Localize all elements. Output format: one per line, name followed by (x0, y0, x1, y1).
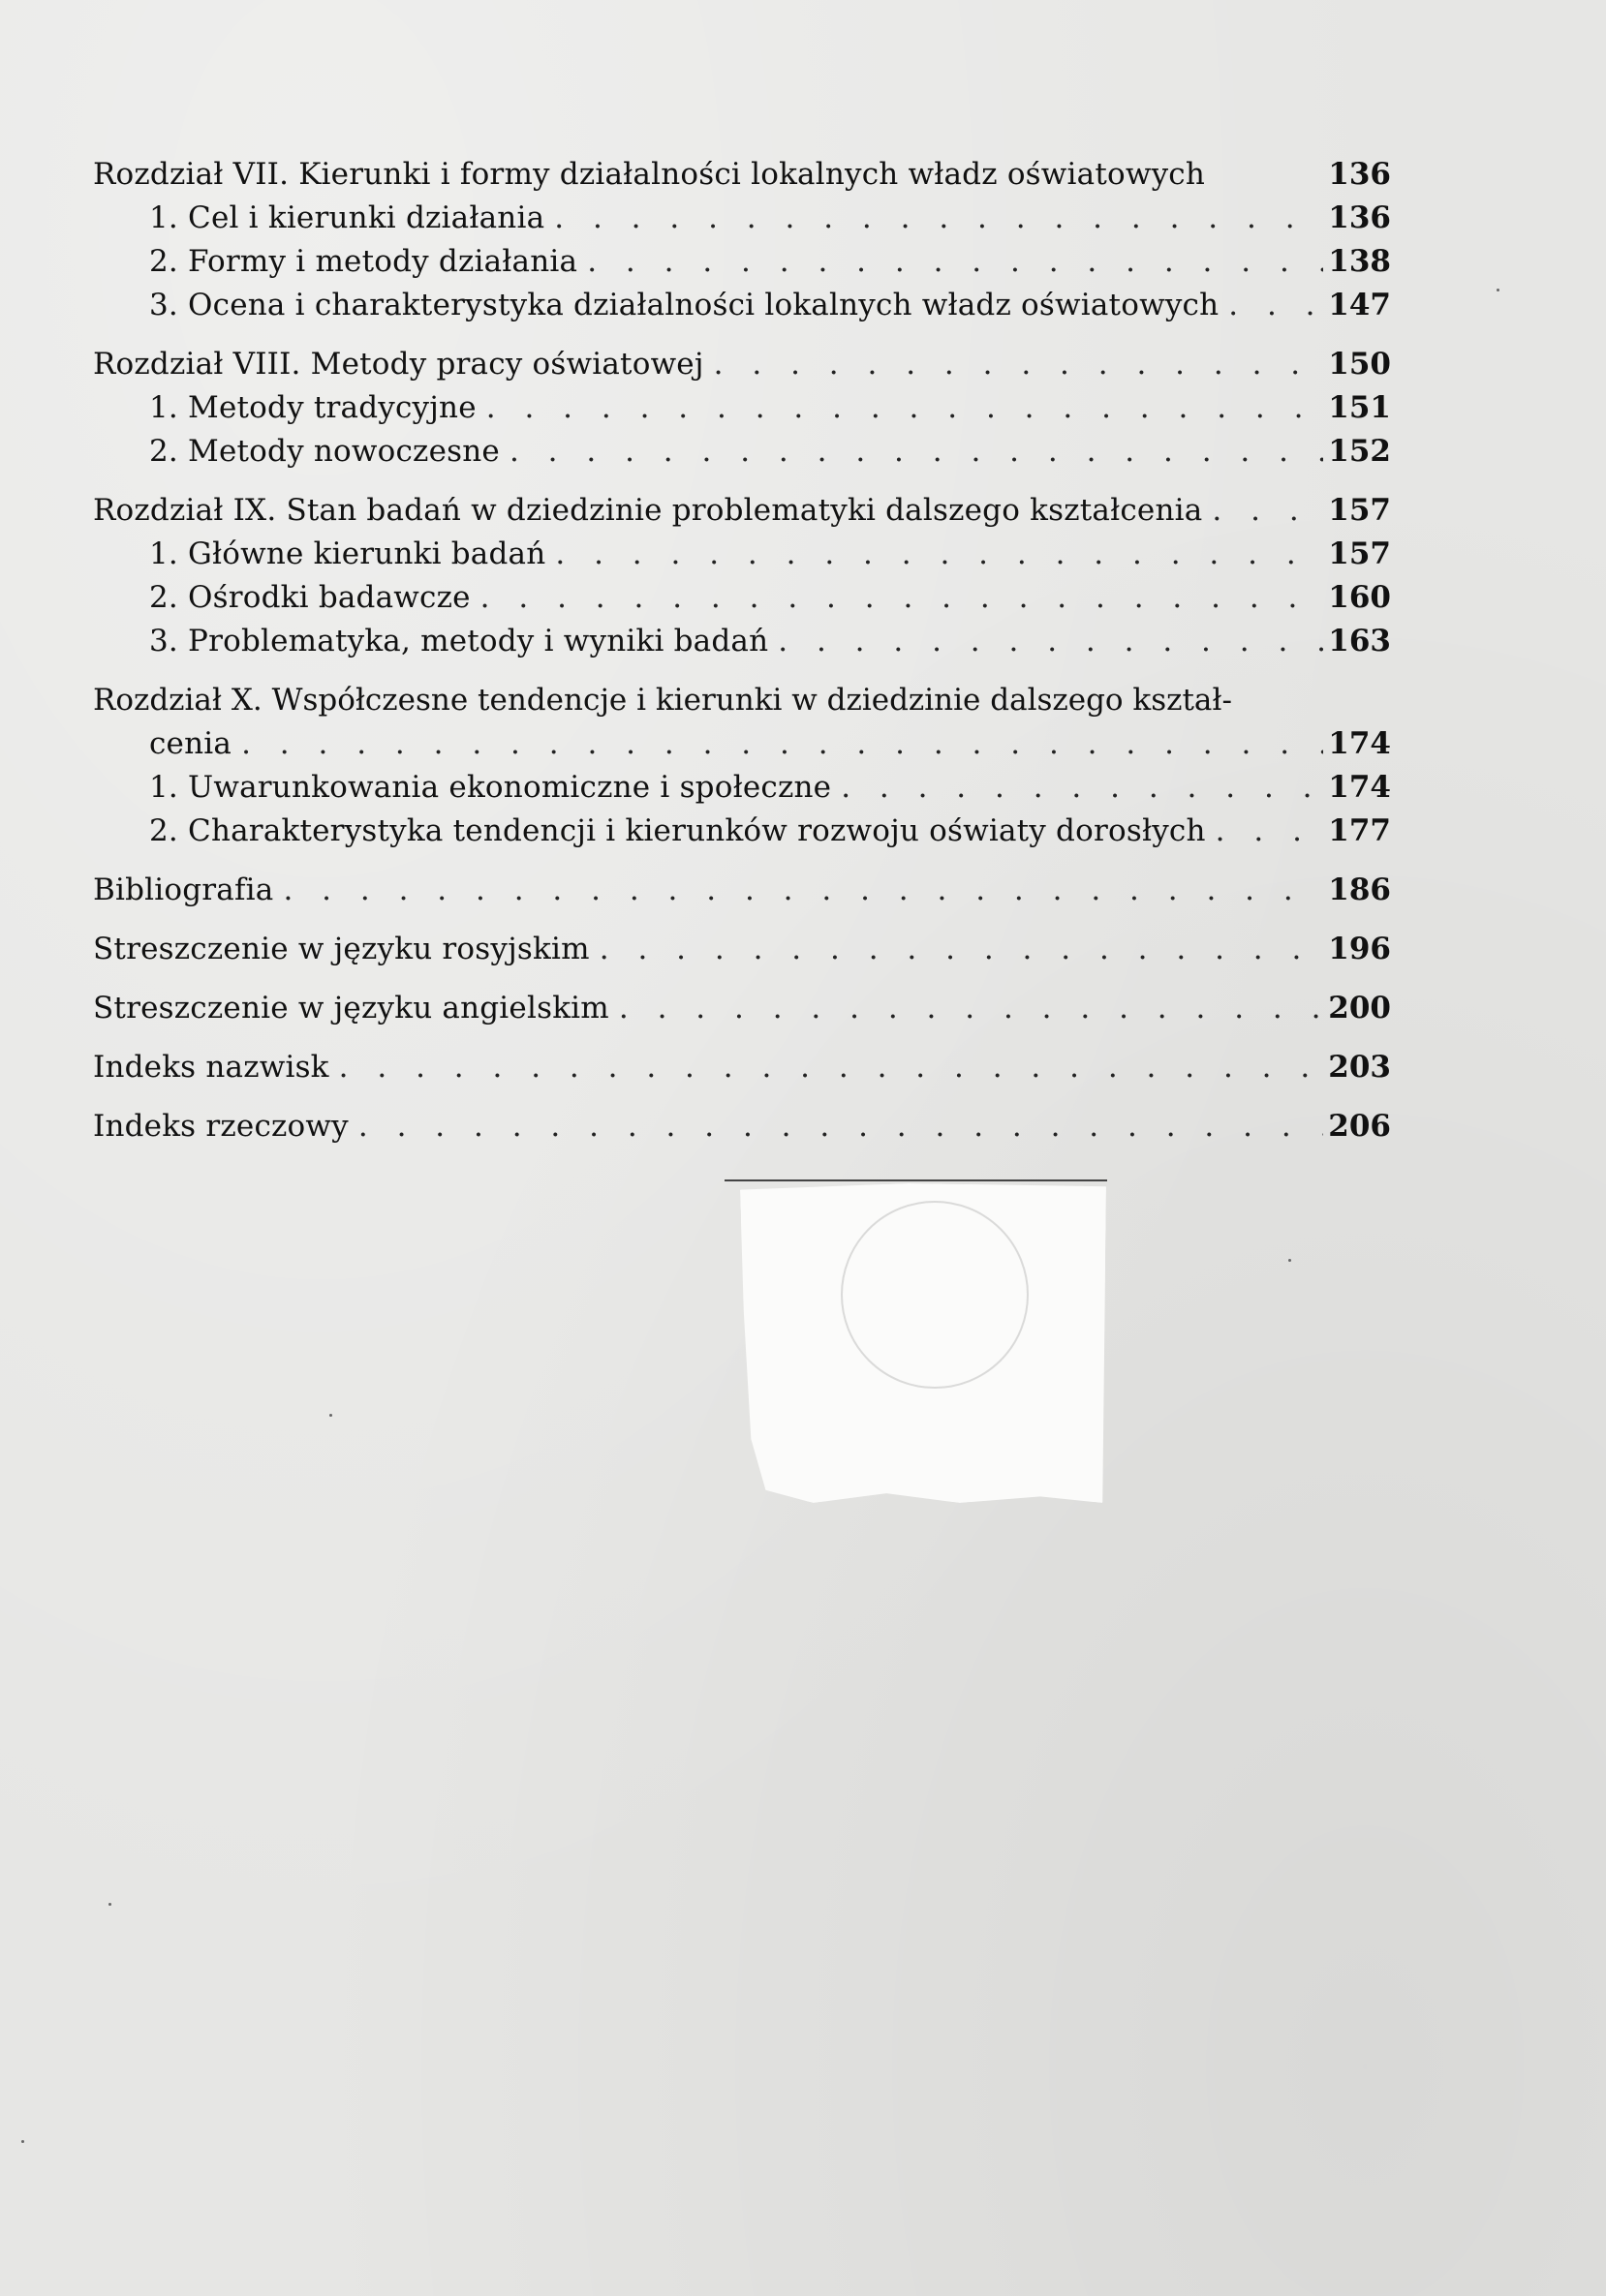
toc-entry-section (93, 430, 1391, 474)
toc-page-number: 200 (1328, 991, 1391, 1026)
dust-speck (329, 1414, 332, 1417)
toc-entry-label: 1. Uwarunkowania ekonomiczne i społeczne (149, 770, 832, 805)
toc-entry-section (93, 197, 1391, 240)
toc-entry-section (93, 386, 1391, 430)
toc-entry-section (93, 810, 1391, 853)
toc-page-number: 160 (1328, 580, 1391, 615)
toc-entry-label: Bibliografia (93, 872, 274, 907)
toc-page-number: 136 (1328, 157, 1391, 192)
toc-page-number: 136 (1328, 200, 1391, 235)
toc-entry-label: 2. Formy i metody działania (149, 244, 578, 279)
toc-page-number: 150 (1328, 347, 1391, 382)
toc-entry-label: Rozdział VIII. Metody pracy oświatowej (93, 347, 704, 382)
toc-entry-section (93, 533, 1391, 576)
toc-entry-index-subjects (93, 1105, 1391, 1148)
dot-leader (232, 722, 1323, 765)
toc-entry-label: Indeks rzeczowy (93, 1109, 349, 1144)
toc-page-number: 174 (1328, 726, 1391, 761)
toc-entry-label: Streszczenie w języku angielskim (93, 991, 609, 1026)
toc-entry-bibliography (93, 869, 1391, 912)
toc-entry-label: Rozdział VII. Kierunki i formy działalności lokalnych władz oświatowych (93, 157, 1206, 192)
toc-entry-chapter-9 (93, 489, 1391, 533)
patch-edge-line (725, 1179, 1107, 1181)
dot-leader (544, 197, 1323, 239)
dot-leader (831, 766, 1323, 809)
dot-leader (590, 928, 1323, 970)
toc-entry-section (93, 576, 1391, 620)
toc-entry-chapter-7 (93, 153, 1391, 197)
dot-leader (1219, 284, 1323, 326)
toc-entry-section (93, 284, 1391, 327)
toc-page-number: 147 (1328, 288, 1391, 322)
toc-entry-section (93, 620, 1391, 663)
toc-entry-label: Indeks nazwisk (93, 1050, 329, 1085)
dot-leader (329, 1046, 1323, 1088)
dust-speck (1497, 289, 1499, 291)
faint-stamp-mark (841, 1201, 1029, 1389)
toc-entry-summary-english (93, 987, 1391, 1030)
toc-entry-label: 3. Problematyka, metody i wyniki badań (149, 624, 769, 658)
dust-speck (21, 2140, 24, 2143)
toc-entry-label: 2. Ośrodki badawcze (149, 580, 471, 615)
toc-entry-summary-russian (93, 928, 1391, 971)
toc-entry-label: Rozdział X. Współczesne tendencje i kierunki w dziedzinie dalszego kształ- (93, 683, 1232, 718)
dot-leader (477, 386, 1323, 429)
toc-entry-label: 2. Metody nowoczesne (149, 434, 500, 469)
toc-entry-label: 2. Charakterystyka tendencji i kierunków rozwoju oświaty dorosłych (149, 813, 1206, 848)
toc-entry-label: 1. Cel i kierunki działania (149, 200, 545, 235)
toc-entry-label-continued: cenia (149, 726, 232, 761)
dot-leader (273, 869, 1323, 911)
dot-leader (609, 987, 1323, 1029)
toc-page-number: 151 (1328, 390, 1391, 425)
toc-page-number: 174 (1328, 770, 1391, 805)
toc-entry-label: Rozdział IX. Stan badań w dziedzinie problematyki dalszego kształcenia (93, 493, 1203, 528)
toc-entry-index-names (93, 1046, 1391, 1089)
toc-entry-chapter-8 (93, 343, 1391, 386)
toc-entry-label: Streszczenie w języku rosyjskim (93, 932, 590, 966)
toc-entry-section (93, 240, 1391, 284)
toc-entry-label: 1. Główne kierunki badań (149, 536, 546, 571)
dot-leader (577, 240, 1323, 283)
toc-page-number: 157 (1328, 493, 1391, 528)
toc-page-number: 152 (1328, 434, 1391, 469)
dot-leader (1202, 489, 1323, 532)
toc-page-number: 138 (1328, 244, 1391, 279)
toc-entry-label: 1. Metody tradycyjne (149, 390, 477, 425)
toc-page-number: 186 (1328, 872, 1391, 907)
dot-leader (1206, 810, 1323, 852)
toc-entry-label: 3. Ocena i charakterystyka działalności lokalnych władz oświatowych (149, 288, 1220, 322)
dot-leader (704, 343, 1323, 385)
dot-leader (500, 430, 1323, 473)
toc-page-number: 196 (1328, 932, 1391, 966)
dot-leader (545, 533, 1323, 575)
table-of-contents (93, 153, 1391, 1148)
toc-entry-section (93, 766, 1391, 810)
toc-entry-chapter-10 (93, 679, 1391, 766)
toc-page-number: 157 (1328, 536, 1391, 571)
dust-speck (1288, 1259, 1291, 1262)
dot-leader (471, 576, 1323, 619)
toc-page-number: 163 (1328, 624, 1391, 658)
toc-page-number: 177 (1328, 813, 1391, 848)
dot-leader (768, 620, 1323, 662)
dust-speck (108, 1903, 111, 1906)
toc-page-number: 203 (1328, 1050, 1391, 1085)
dot-leader (349, 1105, 1323, 1148)
toc-page-number: 206 (1328, 1109, 1391, 1144)
